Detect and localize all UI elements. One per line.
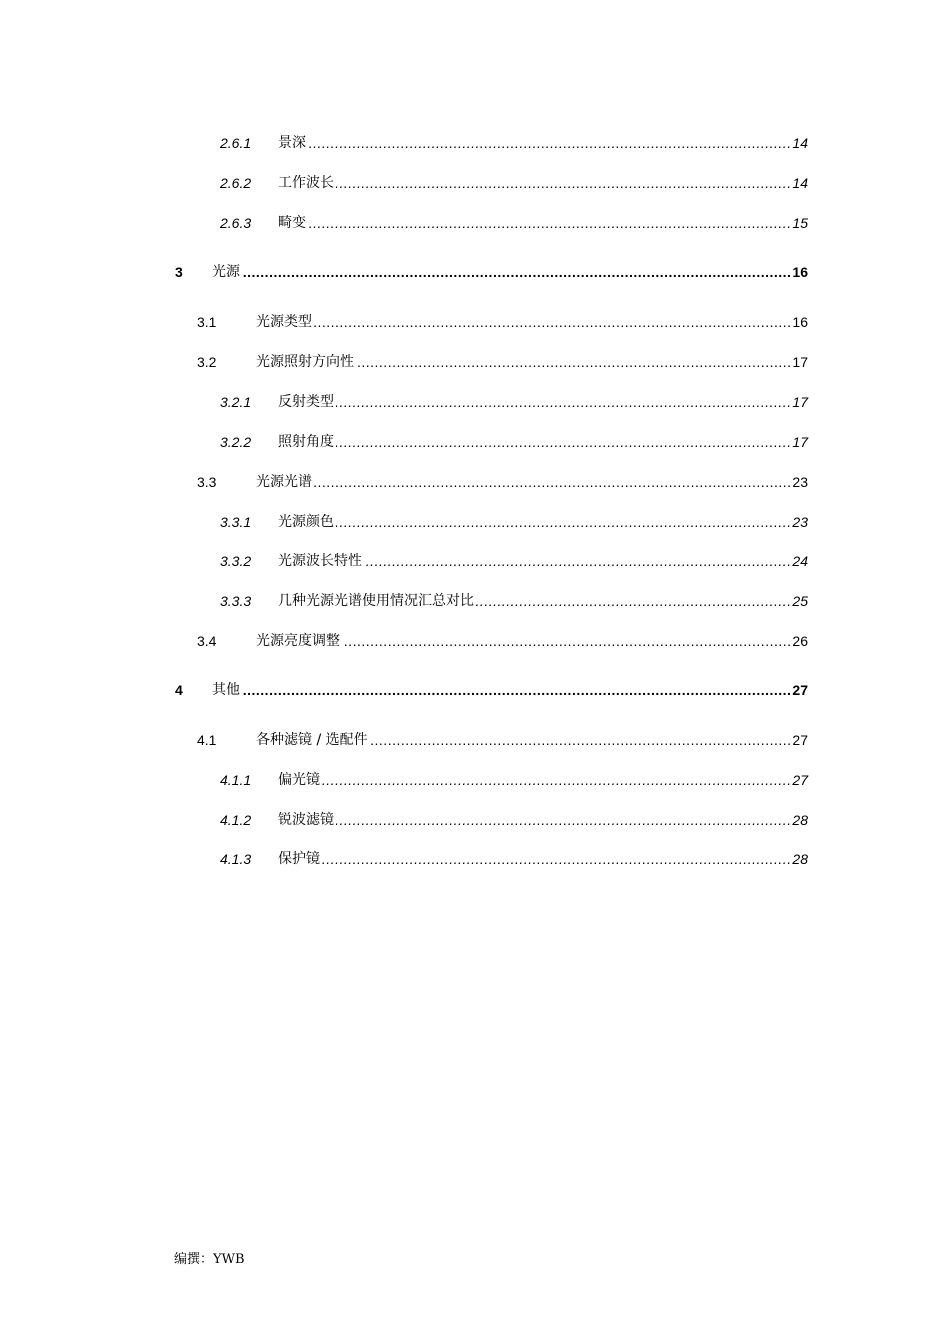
toc-entry-page: 28 (791, 847, 808, 871)
toc-entry-page: 27 (791, 768, 808, 792)
toc-entry-number: 4.1 (197, 732, 217, 748)
toc-entry-title: 光源波长特性 (278, 549, 364, 573)
toc-entry-title: 光源类型 (256, 310, 314, 334)
dot-leader (278, 211, 808, 235)
toc-entry-number: 3.2 (197, 354, 217, 370)
toc-entry-number: 3.3.1 (220, 514, 252, 530)
toc-entry-title: 光源 (212, 260, 242, 284)
toc-entry-4-1[interactable] (0, 728, 950, 752)
toc-entry-title: 几种光源光谱使用情况汇总对比 (278, 589, 476, 613)
toc-entry-title: 光源颜色 (278, 510, 336, 534)
toc-entry-title: 光源照射方向性 (256, 350, 356, 374)
toc-entry-title: 工作波长 (278, 171, 336, 195)
toc-entry-page: 27 (791, 728, 808, 752)
toc-entry-3[interactable] (0, 260, 950, 284)
toc-entry-2-6-3[interactable] (0, 211, 950, 235)
toc-entry-4-1-1[interactable] (0, 768, 950, 792)
toc-entry-number: 2.6.1 (220, 135, 252, 151)
toc-entry-3-3[interactable] (0, 470, 950, 494)
toc-entry-4-1-3[interactable] (0, 847, 950, 871)
toc-entry-title: 其他 (212, 678, 242, 702)
toc-entry-title: 偏光镜 (278, 768, 322, 792)
dot-leader (278, 171, 808, 195)
toc-entry-page: 15 (791, 211, 808, 235)
toc-entry-page: 17 (791, 390, 808, 414)
dot-leader (278, 430, 808, 454)
toc-entry-title: 照射角度 (278, 430, 336, 454)
dot-leader (278, 510, 808, 534)
toc-entry-title: 保护镜 (278, 847, 322, 871)
toc-entry-3-1[interactable] (0, 310, 950, 334)
toc-entry-page: 17 (791, 350, 808, 374)
toc-entry-3-3-1[interactable] (0, 510, 950, 534)
dot-leader (212, 678, 808, 702)
toc-entry-page: 25 (791, 589, 808, 613)
toc-entry-number: 3.2.1 (220, 394, 252, 410)
dot-leader (212, 260, 808, 284)
toc-entry-page: 16 (791, 310, 808, 334)
toc-entry-number: 4 (175, 682, 183, 698)
toc-entry-title: 畸变 (278, 211, 308, 235)
toc-entry-number: 3.4 (197, 633, 217, 649)
toc-entry-number: 4.1.1 (220, 772, 252, 788)
toc-entry-page: 24 (791, 549, 808, 573)
toc-entry-3-2-2[interactable] (0, 430, 950, 454)
toc-entry-3-3-3[interactable] (0, 589, 950, 613)
dot-leader (278, 390, 808, 414)
toc-entry-2-6-1[interactable] (0, 131, 950, 155)
toc-entry-number: 4.1.2 (220, 812, 252, 828)
toc-entry-page: 16 (791, 260, 808, 284)
toc-entry-number: 4.1.3 (220, 851, 252, 867)
toc-entry-title: 锐波滤镜 (278, 808, 336, 832)
toc-entry-number: 3.3.3 (220, 593, 252, 609)
toc-entry-number: 3.3.2 (220, 553, 252, 569)
toc-entry-3-2[interactable] (0, 350, 950, 374)
dot-leader (278, 768, 808, 792)
toc-entry-number: 3.3 (197, 474, 217, 490)
toc-entry-2-6-2[interactable] (0, 171, 950, 195)
toc-entry-page: 27 (791, 678, 808, 702)
toc-entry-title: 各种滤镜 / 选配件 (256, 728, 370, 752)
toc-entry-number: 2.6.2 (220, 175, 252, 191)
dot-leader (278, 131, 808, 155)
toc-entry-page: 23 (791, 510, 808, 534)
toc-entry-page: 14 (791, 131, 808, 155)
toc-entry-number: 2.6.3 (220, 215, 252, 231)
dot-leader (256, 470, 808, 494)
toc-entry-page: 26 (791, 629, 808, 653)
toc-entry-number: 3.2.2 (220, 434, 252, 450)
dot-leader (278, 808, 808, 832)
toc-entry-3-2-1[interactable] (0, 390, 950, 414)
toc-entry-4-1-2[interactable] (0, 808, 950, 832)
toc-entry-3-3-2[interactable] (0, 549, 950, 573)
dot-leader (256, 310, 808, 334)
toc-entry-page: 14 (791, 171, 808, 195)
toc-entry-page: 28 (791, 808, 808, 832)
dot-leader (278, 847, 808, 871)
toc-entry-title: 反射类型 (278, 390, 336, 414)
toc-entry-page: 23 (791, 470, 808, 494)
toc-entry-page: 17 (791, 430, 808, 454)
toc-entry-title: 光源光谱 (256, 470, 314, 494)
toc-entry-4[interactable] (0, 678, 950, 702)
toc-entry-title: 光源亮度调整 (256, 629, 342, 653)
toc-entry-3-4[interactable] (0, 629, 950, 653)
toc-entry-number: 3 (175, 264, 183, 280)
toc-entry-number: 3.1 (197, 314, 217, 330)
toc-entry-title: 景深 (278, 131, 308, 155)
page-footer-author: 编撰：YWB (174, 1252, 245, 1267)
